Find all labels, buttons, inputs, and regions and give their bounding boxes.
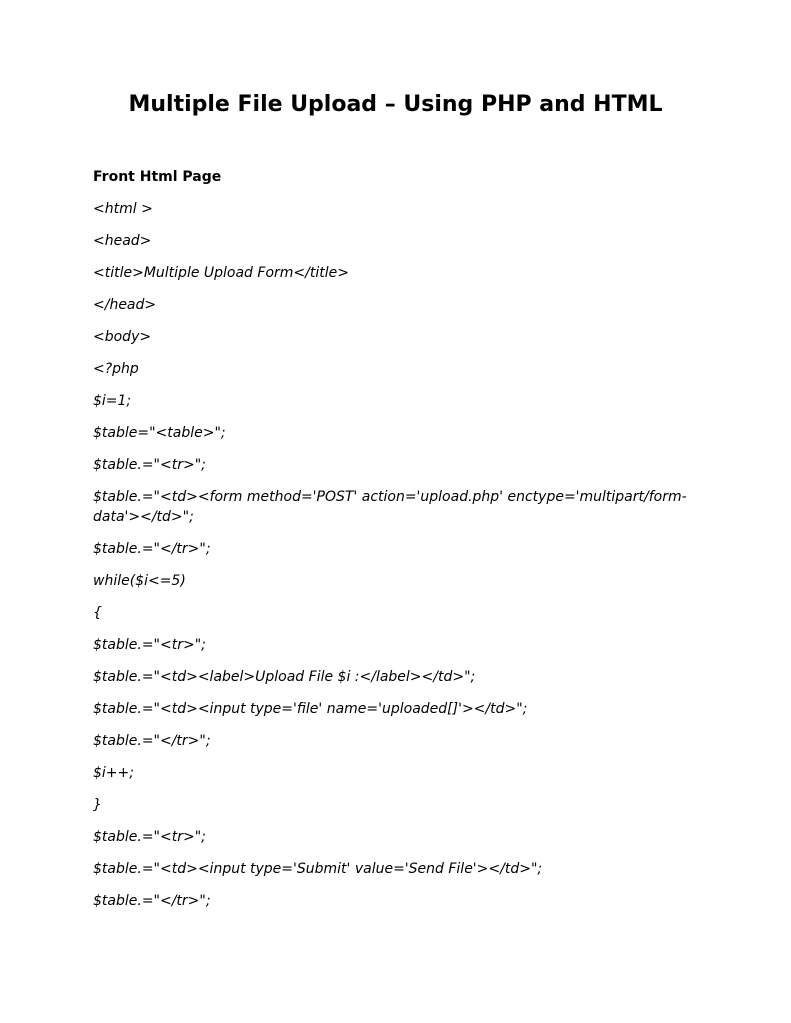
- code-line: $table.="<td><form method='POST' action='upload.php' enctype='multipart/form-data'></td>";: [93, 489, 687, 525]
- code-line: $table.="<tr>";: [93, 829, 206, 845]
- code-line: <html >: [93, 201, 153, 217]
- code-line: $table="<table>";: [93, 425, 226, 441]
- code-line: $table.="<td><label>Upload File $i :</label></td>";: [93, 669, 476, 685]
- code-line: $i=1;: [93, 393, 132, 409]
- code-block: [93, 199, 703, 923]
- code-line: $table.="<tr>";: [93, 637, 206, 653]
- code-line: {: [93, 605, 102, 621]
- code-line: $table.="<td><input type='file' name='uploaded[]'></td>";: [93, 701, 528, 717]
- code-line: </head>: [93, 297, 157, 313]
- code-line: $table.="<tr>";: [93, 457, 206, 473]
- code-line: <?php: [93, 361, 139, 377]
- section-heading: Front Html Page: [93, 169, 222, 185]
- code-line: $table.="</tr>";: [93, 893, 211, 909]
- code-line: <head>: [93, 233, 152, 249]
- document-title: Multiple File Upload – Using PHP and HTML: [128, 92, 663, 117]
- code-line: <body>: [93, 329, 152, 345]
- code-line: $table.="<td><input type='Submit' value='Send File'></td>";: [93, 861, 543, 877]
- code-line: $i++;: [93, 765, 134, 781]
- code-line: }: [93, 797, 102, 813]
- code-line: $table.="</tr>";: [93, 541, 211, 557]
- code-line: while($i<=5): [93, 573, 186, 589]
- code-line: <title>Multiple Upload Form</title>: [93, 265, 349, 281]
- code-line: $table.="</tr>";: [93, 733, 211, 749]
